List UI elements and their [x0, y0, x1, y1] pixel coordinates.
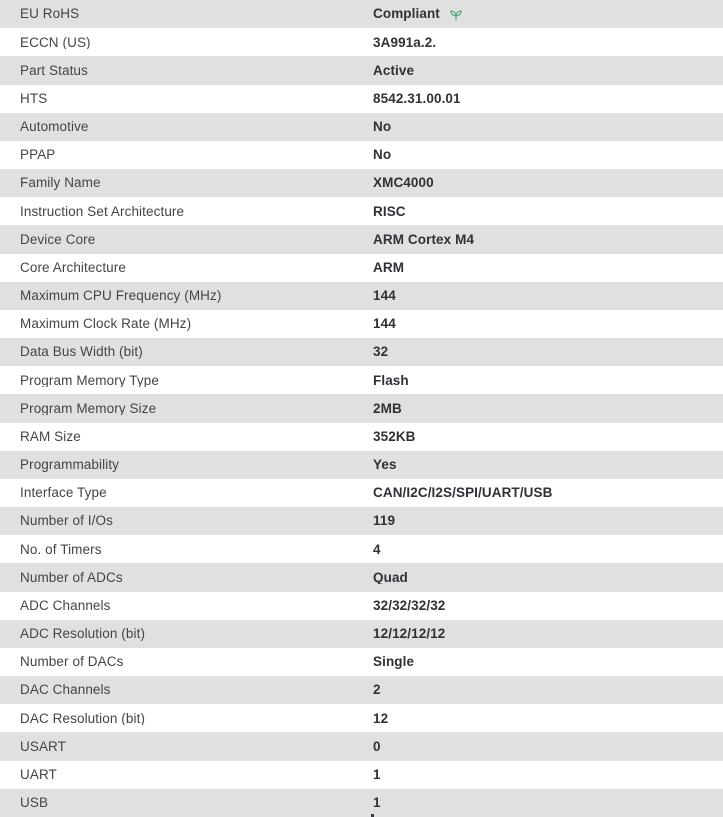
table-row	[0, 479, 723, 507]
table-row	[0, 676, 723, 704]
table-row	[0, 423, 723, 451]
table-row	[0, 366, 723, 394]
table-row	[0, 704, 723, 732]
attribute-label: DAC Resolution (bit)	[20, 711, 146, 726]
table-row	[0, 310, 723, 338]
table-row	[0, 254, 723, 282]
table-row	[0, 282, 723, 310]
attribute-value	[373, 627, 723, 641]
attribute-value	[373, 233, 723, 247]
attribute-value-text: 2MB	[373, 401, 402, 416]
attribute-value	[373, 683, 723, 697]
attribute-label: PPAP	[20, 148, 56, 162]
table-row	[0, 648, 723, 676]
attribute-value-text: XMC4000	[373, 176, 434, 190]
table-row	[0, 451, 723, 479]
attribute-value	[373, 64, 723, 78]
attribute-label: UART	[20, 767, 57, 782]
attribute-value-text: 32	[373, 345, 389, 359]
attribute-value-text: Flash	[373, 373, 409, 388]
table-row	[0, 169, 723, 197]
table-row	[0, 507, 723, 535]
table-row	[0, 28, 723, 56]
table-row	[0, 761, 723, 789]
attribute-value	[373, 345, 723, 359]
attribute-value-text: 1	[373, 767, 381, 782]
attribute-value-text: ARM	[373, 260, 405, 275]
attribute-label: Data Bus Width (bit)	[20, 345, 143, 359]
attribute-value	[373, 7, 723, 21]
attribute-value	[373, 458, 723, 472]
attribute-label: EU RoHS	[20, 7, 80, 21]
attribute-value-text: 12/12/12/12	[373, 627, 446, 641]
attribute-value-text: 3A991a.2.	[373, 35, 437, 49]
attribute-value-text: Yes	[373, 458, 397, 472]
table-row	[0, 56, 723, 84]
attribute-value	[373, 205, 723, 219]
table-row	[0, 732, 723, 760]
attribute-value-text: 119	[373, 514, 396, 528]
table-row	[0, 394, 723, 422]
attribute-label: Program Memory Type	[20, 373, 159, 388]
attribute-value	[373, 402, 723, 416]
attribute-value	[373, 148, 723, 162]
attribute-label: Maximum CPU Frequency (MHz)	[20, 289, 222, 303]
attribute-label: USB	[20, 796, 49, 810]
table-row	[0, 197, 723, 225]
attribute-value-text: Active	[373, 63, 415, 78]
attribute-value	[373, 36, 723, 50]
table-row	[0, 789, 723, 817]
attribute-label: USART	[20, 739, 67, 754]
leaf-icon[interactable]	[449, 8, 463, 21]
attribute-value	[373, 317, 723, 331]
attribute-value-text: No	[373, 148, 392, 162]
attribute-value	[373, 486, 723, 500]
attribute-value	[373, 599, 723, 613]
table-row	[0, 0, 723, 28]
table-row	[0, 563, 723, 591]
attribute-value-text: 12	[373, 711, 389, 726]
attribute-label: Interface Type	[20, 486, 107, 500]
attribute-label: DAC Channels	[20, 683, 111, 697]
attribute-label: Device Core	[20, 232, 96, 247]
attribute-value-text: RISC	[373, 204, 406, 219]
attribute-label: Number of ADCs	[20, 570, 123, 585]
attribute-label: HTS	[20, 91, 48, 106]
attribute-value-text: No	[373, 120, 392, 134]
attribute-value	[373, 796, 723, 810]
attribute-label: ADC Channels	[20, 598, 111, 613]
attribute-label: Core Architecture	[20, 260, 126, 275]
attribute-value	[373, 740, 723, 754]
attribute-value	[373, 430, 723, 444]
attribute-label: Program Memory Size	[20, 401, 157, 416]
attribute-value	[373, 712, 723, 726]
attribute-value-text: 0	[373, 739, 381, 754]
attribute-value	[373, 92, 723, 106]
attribute-label: Number of I/Os	[20, 514, 113, 528]
attribute-value-text: 352KB	[373, 429, 416, 444]
table-row	[0, 113, 723, 141]
table-row	[0, 592, 723, 620]
table-row	[0, 535, 723, 563]
attribute-label: Automotive	[20, 120, 89, 134]
attribute-value-text: 8542.31.00.01	[373, 91, 461, 106]
attribute-value-text: 144	[373, 317, 396, 331]
attribute-value	[373, 768, 723, 782]
attribute-value-text: 2	[373, 683, 381, 697]
attribute-value-text: 32/32/32/32	[373, 598, 446, 613]
attribute-value-text: ARM Cortex M4	[373, 232, 475, 247]
attribute-value	[373, 655, 723, 669]
attribute-value	[373, 176, 723, 190]
attribute-label: No. of Timers	[20, 542, 102, 557]
attribute-value-text: Quad	[373, 570, 408, 585]
attribute-value-text: CAN/I2C/I2S/SPI/UART/USB	[373, 486, 553, 500]
attribute-value-text: 1	[373, 796, 381, 810]
attribute-value-text: 4	[373, 542, 381, 557]
attribute-label: Number of DACs	[20, 655, 124, 669]
attribute-label: Programmability	[20, 458, 120, 472]
table-row	[0, 85, 723, 113]
attribute-value-text: 144	[373, 289, 396, 303]
table-row	[0, 141, 723, 169]
attribute-label: Maximum Clock Rate (MHz)	[20, 317, 192, 331]
attribute-label: RAM Size	[20, 429, 81, 444]
attribute-label: Instruction Set Architecture	[20, 204, 185, 219]
attribute-value	[373, 543, 723, 557]
attribute-value-text: Compliant	[373, 7, 440, 21]
attribute-value	[373, 289, 723, 303]
table-row	[0, 225, 723, 253]
attribute-label: ECCN (US)	[20, 35, 91, 49]
attribute-value	[373, 261, 723, 275]
attribute-label: Part Status	[20, 63, 88, 78]
attribute-value	[373, 374, 723, 388]
attribute-value	[373, 571, 723, 585]
attribute-label: Family Name	[20, 176, 101, 190]
table-row	[0, 620, 723, 648]
table-row	[0, 338, 723, 366]
attribute-value-text: Single	[373, 655, 415, 669]
attribute-value	[373, 514, 723, 528]
attribute-label: ADC Resolution (bit)	[20, 627, 146, 641]
attribute-value	[373, 120, 723, 134]
